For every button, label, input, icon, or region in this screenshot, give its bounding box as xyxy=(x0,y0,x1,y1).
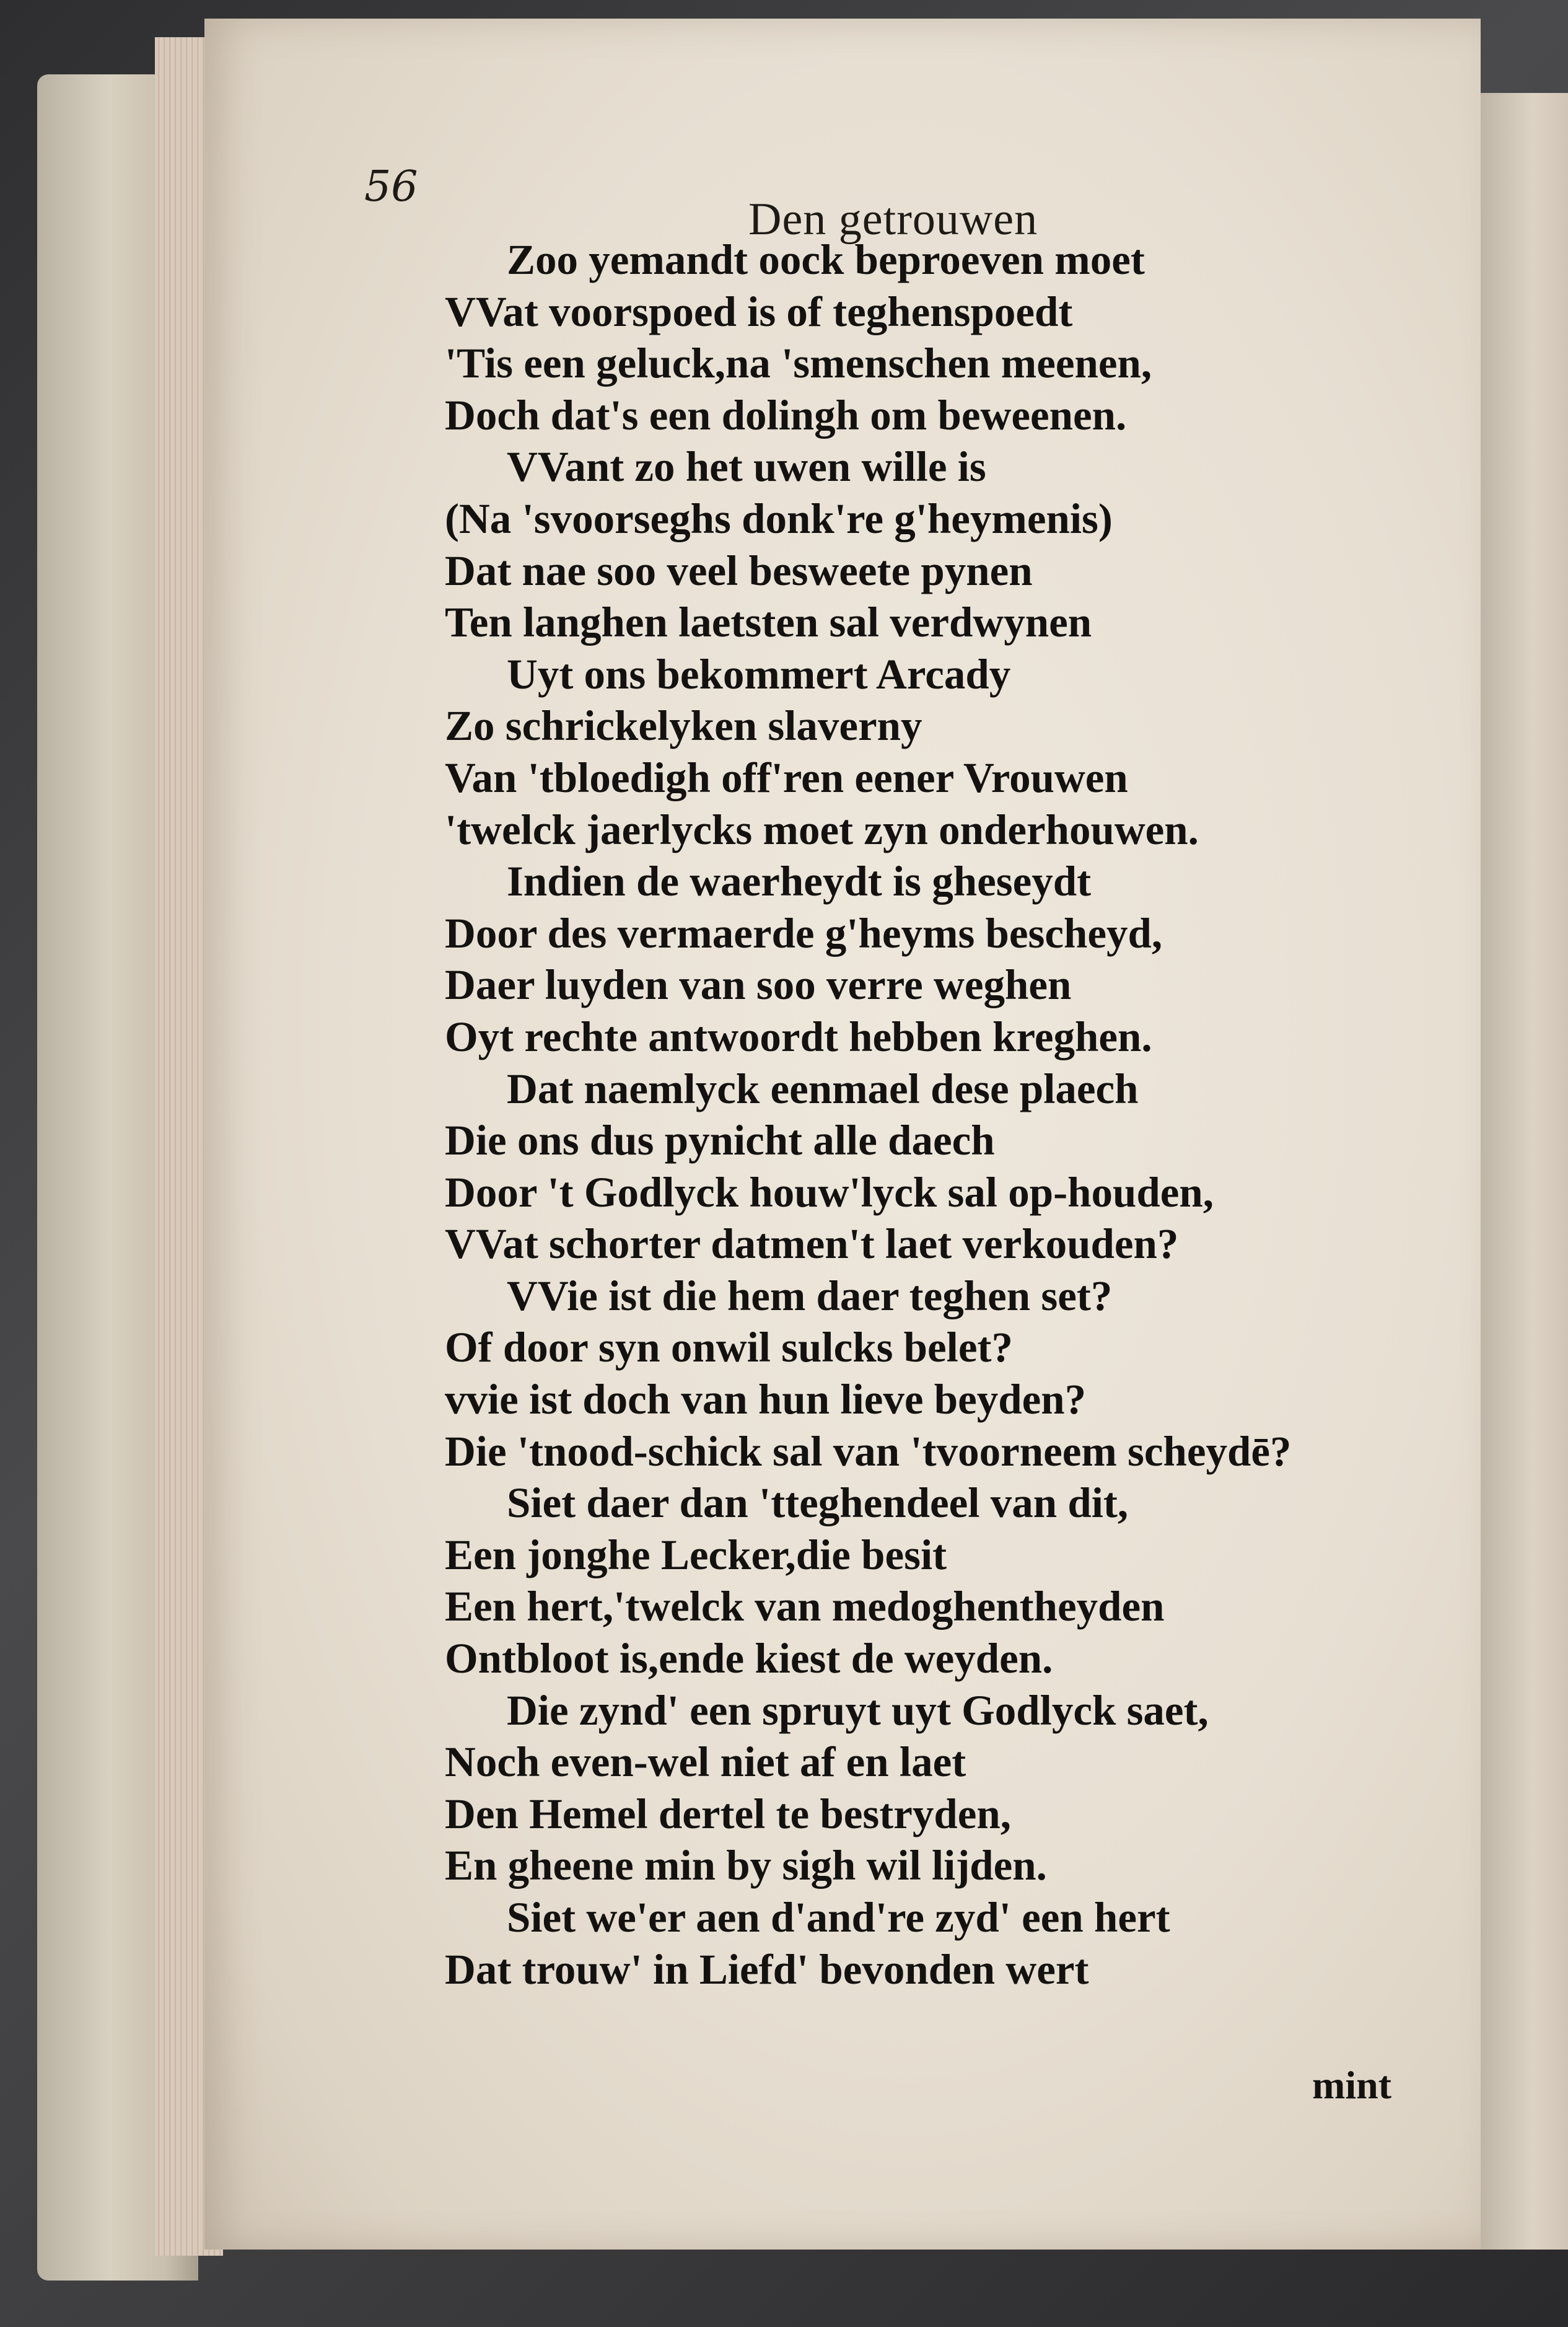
poem-line: Uyt ons bekommert Arcady xyxy=(507,650,1011,698)
poem-line: Dat nae soo veel besweete pynen xyxy=(445,547,1033,594)
poem-line: (Na 'svoorseghs donk're g'heymenis) xyxy=(445,495,1113,542)
page-number: 56 xyxy=(364,162,418,211)
poem-line: Dat naemlyck eenmael dese plaech xyxy=(507,1065,1139,1112)
poem-line: Noch even-wel niet af en laet xyxy=(445,1738,966,1786)
poem-line: Indien de waerheydt is gheseydt xyxy=(507,858,1092,905)
poem-line: Doch dat's een dolingh om beweenen. xyxy=(445,391,1127,439)
catchword: mint xyxy=(1312,2063,1391,2107)
facing-page-edge xyxy=(1481,93,1568,2250)
poem-line: Oyt rechte antwoordt hebben kreghen. xyxy=(445,1013,1152,1060)
poem-line: Een hert,'twelck van medoghentheyden xyxy=(445,1583,1165,1630)
poem-line: Siet daer dan 'tteghendeel van dit, xyxy=(507,1479,1129,1527)
poem-line: Ontbloot is,ende kiest de weyden. xyxy=(445,1635,1053,1683)
poem-text-block xyxy=(445,234,1448,1995)
poem-line: Die zynd' een spruyt uyt Godlyck saet, xyxy=(507,1686,1209,1734)
poem-line: Door des vermaerde g'heyms bescheyd, xyxy=(445,909,1163,957)
poem-line: En gheene min by sigh wil lijden. xyxy=(445,1842,1047,1889)
poem-line: Daer luyden van soo verre weghen xyxy=(445,961,1072,1009)
poem-line: 'Tis een geluck,na 'smenschen meenen, xyxy=(445,340,1152,387)
poem-line: Door 't Godlyck houw'lyck sal op-houden, xyxy=(445,1168,1214,1216)
poem-line: VVie ist die hem daer teghen set? xyxy=(507,1272,1113,1319)
running-head: Den getrouwen xyxy=(748,194,1038,245)
poem-line: VVat schorter datmen't laet verkouden? xyxy=(445,1220,1179,1268)
poem-line: VVat voorspoed is of teghenspoedt xyxy=(445,288,1073,335)
poem-line: Of door syn onwil sulcks belet? xyxy=(445,1324,1013,1371)
poem-line: Zo schrickelyken slaverny xyxy=(445,702,922,750)
poem-line: Dat trouw' in Liefd' bevonden wert xyxy=(445,1945,1089,1993)
poem-line: Siet we'er aen d'and're zyd' een hert xyxy=(507,1894,1170,1941)
poem-line: vvie ist doch van hun lieve beyden? xyxy=(445,1376,1087,1423)
poem-line: Die 'tnood-schick sal van 'tvoorneem scheydē? xyxy=(445,1427,1292,1475)
poem-line: Den Hemel dertel te bestryden, xyxy=(445,1790,1011,1837)
poem-line: Van 'tbloedigh off'ren eener Vrouwen xyxy=(445,754,1128,801)
poem-line: 'twelck jaerlycks moet zyn onderhouwen. xyxy=(445,806,1199,853)
poem-line: Die ons dus pynicht alle daech xyxy=(445,1117,995,1164)
poem-line: Een jonghe Lecker,die besit xyxy=(445,1531,947,1578)
poem-line: Zoo yemandt oock beproeven moet xyxy=(507,236,1145,283)
poem-line: Ten langhen laetsten sal verdwynen xyxy=(445,599,1092,646)
poem-line: VVant zo het uwen wille is xyxy=(507,443,986,491)
